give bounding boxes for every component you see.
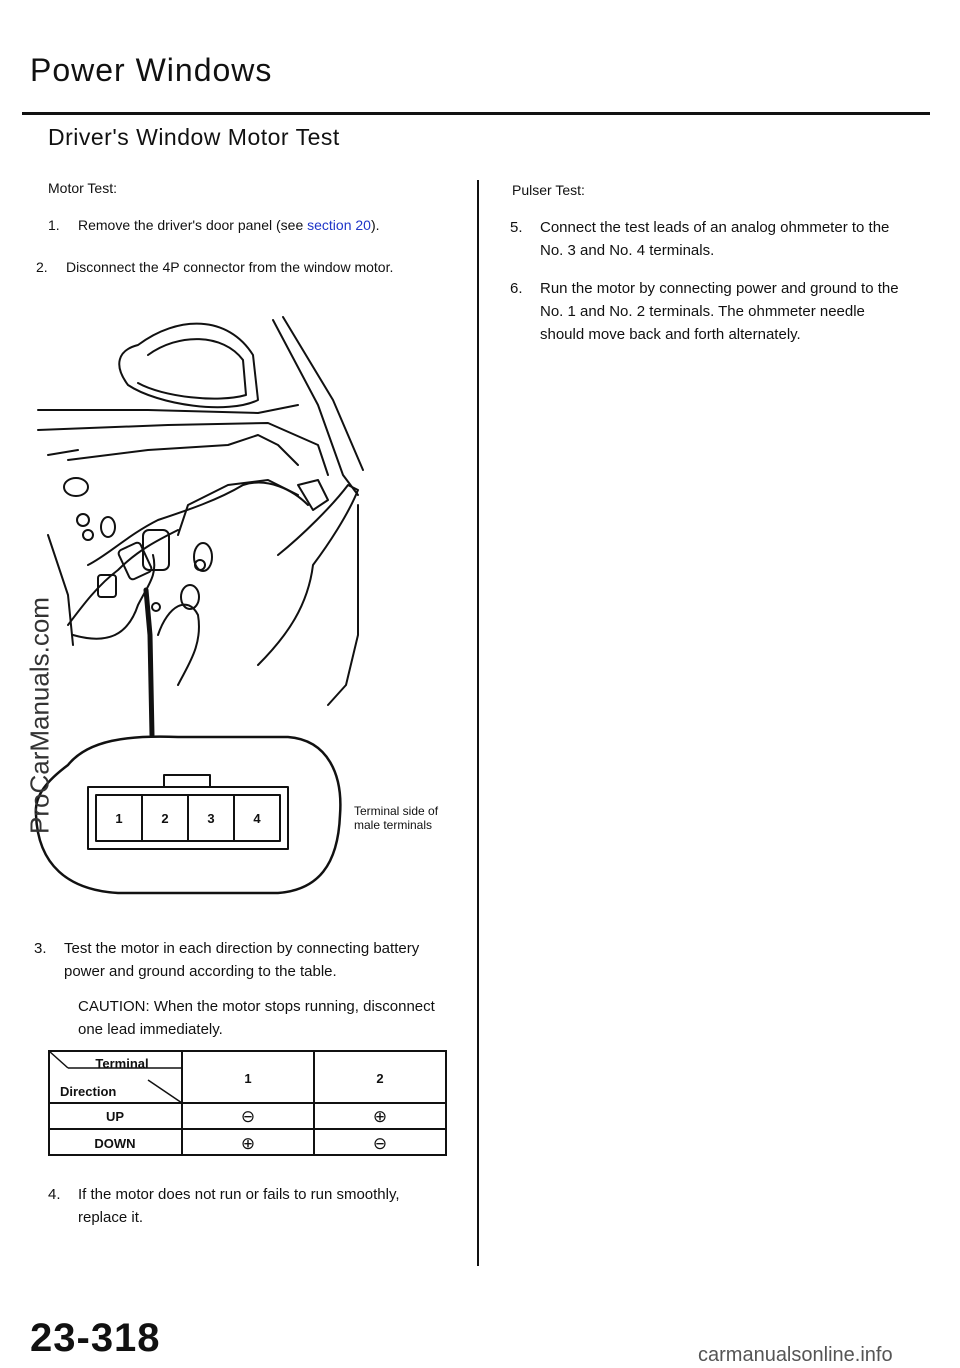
hand-outline: [158, 605, 199, 685]
terminal-3-label: 3: [207, 811, 215, 826]
minus-icon: ⊖: [240, 1107, 256, 1127]
terminal-4-label: 4: [253, 811, 261, 826]
window-frame: [283, 317, 363, 470]
clip: [298, 480, 328, 510]
step-3: [34, 937, 448, 983]
connector-key: [164, 775, 210, 787]
door-trim: [38, 423, 328, 475]
terminal-1-label: 1: [115, 811, 123, 826]
step-6: [510, 277, 912, 346]
section-link[interactable]: section 20: [307, 217, 371, 233]
mirror-inner: [138, 339, 246, 399]
table-col-2: 2: [376, 1071, 384, 1086]
step-text: Run the motor by connecting power and ground to the No. 1 and No. 2 terminals. The ohmmeter needle should move back and forth alternately.: [540, 280, 899, 343]
step-number: 1.: [48, 217, 60, 233]
step-2: [36, 257, 456, 277]
caution-note: CAUTION: When the motor stops running, disconnect one lead immediately.: [78, 998, 435, 1038]
caption-line: Terminal side of: [354, 804, 439, 818]
door-trim: [38, 405, 298, 413]
step-5: [510, 216, 912, 262]
table-header-terminal: Terminal: [95, 1056, 149, 1071]
step-text: Remove the driver's door panel (see: [78, 217, 308, 233]
minus-icon: ⊖: [372, 1134, 388, 1154]
step-text: Disconnect the 4P connector from the window motor.: [66, 259, 394, 275]
wire-harness: [88, 483, 308, 565]
plus-icon: ⊕: [240, 1134, 256, 1154]
section-title: Driver's Window Motor Test: [48, 124, 340, 150]
step-4: [48, 1183, 452, 1229]
step-number: 6.: [510, 280, 523, 297]
panel-hole: [83, 530, 93, 540]
table-row-direction: DOWN: [94, 1136, 136, 1151]
page-title: Power Windows: [30, 52, 273, 88]
page-number: 23-318: [30, 1316, 161, 1360]
direction-table: [48, 1050, 448, 1158]
step-number: 2.: [36, 259, 48, 275]
hand-outline: [258, 485, 358, 665]
mirror-outline: [119, 324, 258, 408]
panel-hole: [194, 543, 212, 571]
step-1: [48, 215, 448, 235]
door-trim: [48, 435, 298, 465]
table-header-direction: Direction: [60, 1084, 117, 1099]
step-text: Connect the test leads of an analog ohmmeter to the No. 3 and No. 4 terminals.: [540, 219, 890, 259]
column-divider: [477, 180, 479, 1266]
leader-line: [146, 590, 152, 735]
step-text: ).: [370, 217, 380, 233]
terminal-2-label: 2: [161, 811, 169, 826]
motor-test-heading: Motor Test:: [48, 180, 117, 196]
step-number: 3.: [34, 940, 47, 957]
pulser-test-heading: Pulser Test:: [512, 182, 585, 198]
step-number: 5.: [510, 219, 523, 236]
step-number: 4.: [48, 1186, 61, 1203]
watermark: ProCarManuals.com: [24, 597, 55, 834]
panel-hole: [152, 603, 160, 611]
table-col-1: 1: [244, 1071, 252, 1086]
title-rule: [22, 112, 930, 115]
table-row-direction: UP: [105, 1109, 125, 1124]
panel-hole: [77, 514, 89, 526]
panel-hole: [101, 517, 115, 537]
step-text: If the motor does not run or fails to run smoothly, replace it.: [78, 1186, 400, 1226]
terminal-caption: [354, 804, 438, 832]
footer-site: carmanualsonline.info: [698, 1344, 893, 1366]
caption-line: male terminals: [354, 818, 433, 832]
panel-hole: [64, 478, 88, 496]
step-text: Test the motor in each direction by connecting battery power and ground according to the table.: [64, 940, 420, 980]
plus-icon: ⊕: [372, 1107, 388, 1127]
wire-harness: [68, 530, 178, 625]
door-edge: [48, 505, 358, 705]
